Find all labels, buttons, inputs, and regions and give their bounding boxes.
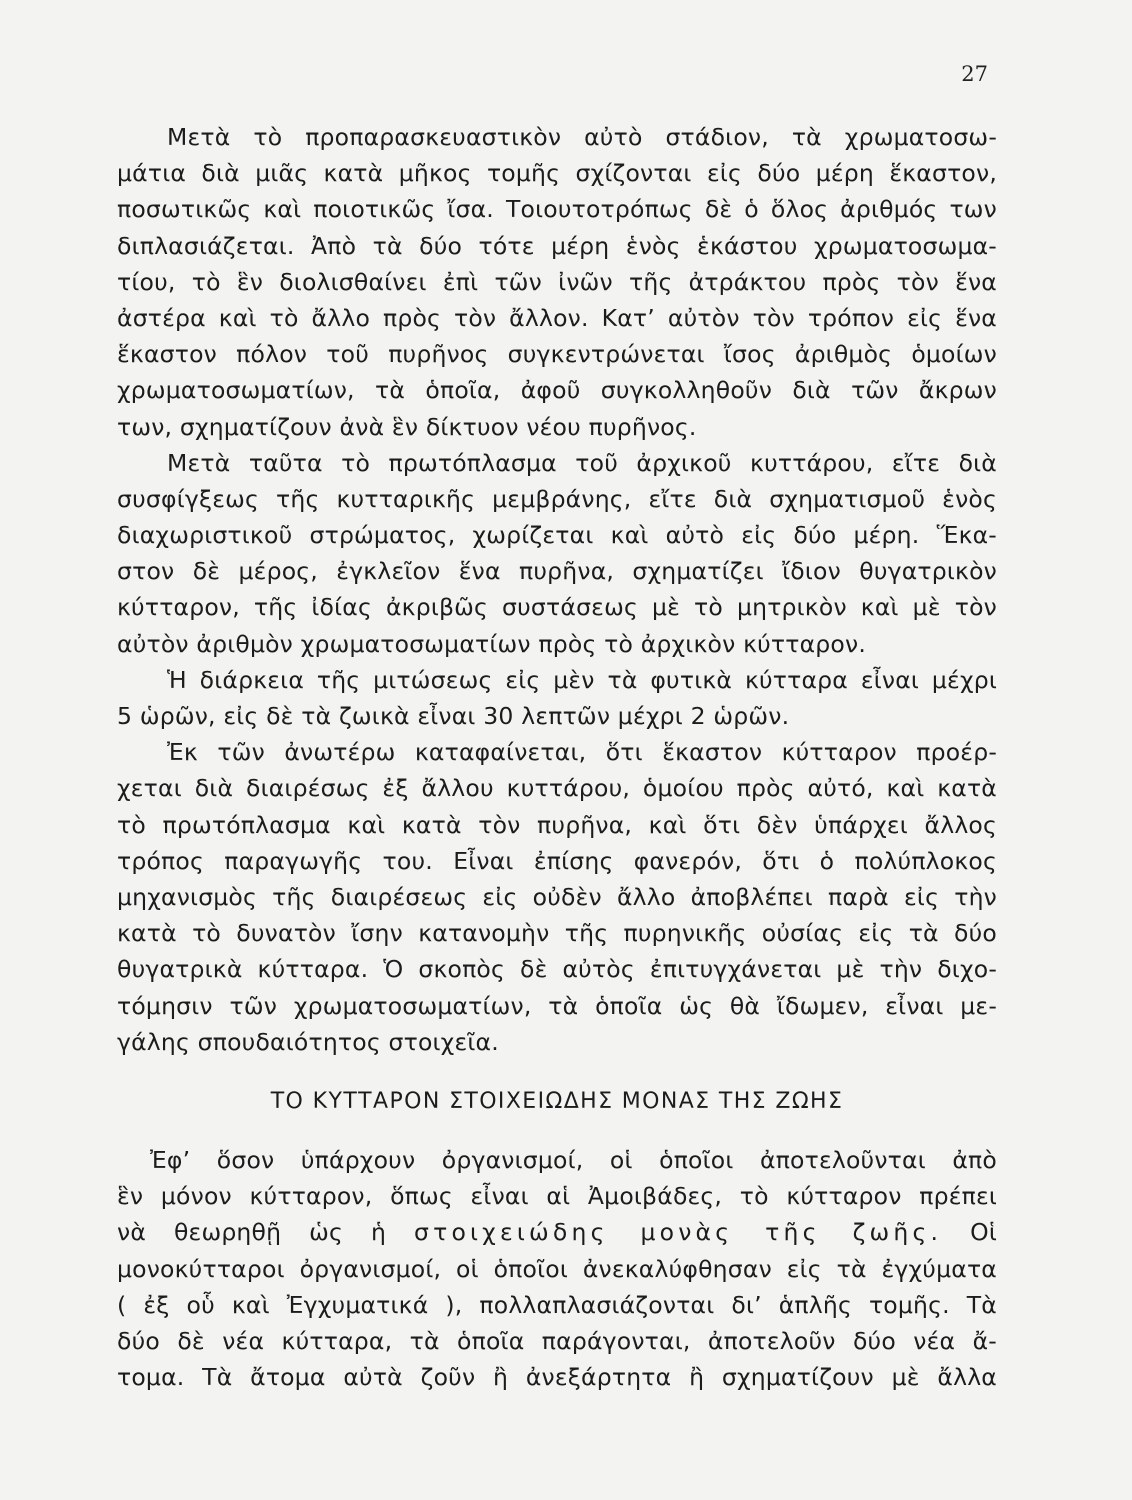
text-span: Οἱ bbox=[970, 1218, 997, 1247]
paragraph-1 bbox=[117, 119, 997, 445]
text-line: ἀστέρα καὶ τὸ ἄλλο πρὸς τὸν ἄλλον. Κατ’ αὐτὸν τὸν τρόπον εἰς ἕνα bbox=[117, 303, 997, 332]
text-line: των, σχηματίζουν ἀνὰ ἓν δίκτυον νέου πυρῆνος. bbox=[117, 412, 697, 441]
page-number: 27 bbox=[961, 62, 988, 86]
body-text bbox=[117, 119, 997, 1395]
paragraph-5 bbox=[117, 1142, 997, 1395]
text-line: δύο δὲ νέα κύτταρα, τὰ ὁποῖα παράγονται, ἀποτελοῦν δύο νέα ἄ- bbox=[117, 1327, 997, 1355]
text-line: Μετὰ τὸ προπαρασκευαστικὸν αὐτὸ στάδιον, τὰ χρωματοσω- bbox=[167, 123, 997, 151]
text-line: διαχωριστικοῦ στρώματος, χωρίζεται καὶ αὐτὸ εἰς δύο μέρη. Ἕκα- bbox=[117, 521, 997, 550]
text-line: τίου, τὸ ἓν διολισθαίνει ἐπὶ τῶν ἰνῶν τῆς ἀτράκτου πρὸς τὸν ἕνα bbox=[117, 267, 997, 296]
emphasized-definition: στοιχειώδης μονὰς τῆς ζωῆς. bbox=[414, 1218, 943, 1247]
text-line: μονοκύτταροι ὀργανισμοί, οἱ ὁποῖοι ἀνεκαλύφθησαν εἰς τὰ ἐγχύματα bbox=[117, 1254, 997, 1283]
text-line: 5 ὡρῶν, εἰς δὲ τὰ ζωικὰ εἶναι 30 λεπτῶν μέχρι 2 ὡρῶν. bbox=[117, 702, 790, 730]
text-line: Μετὰ ταῦτα τὸ πρωτόπλασμα τοῦ ἀρχικοῦ κυττάρου, εἴτε διὰ bbox=[167, 448, 997, 477]
text-line: μάτια διὰ μιᾶς κατὰ μῆκος τομῆς σχίζονται εἰς δύο μέρη ἕκαστον, bbox=[117, 159, 997, 188]
paragraph-2 bbox=[117, 445, 997, 662]
text-line: αὐτὸν ἀριθμὸν χρωματοσωματίων πρὸς τὸ ἀρχικὸν κύτταρον. bbox=[117, 629, 866, 658]
text-line: ἓν μόνον κύτταρον, ὅπως εἶναι αἱ Ἀμοιβάδες, τὸ κύτταρον πρέπει bbox=[117, 1182, 997, 1211]
text-span: νὰ θεωρηθῇ ὡς ἡ bbox=[117, 1218, 387, 1247]
text-line: γάλης σπουδαιότητος στοιχεῖα. bbox=[117, 1027, 499, 1056]
text-line: στον δὲ μέρος, ἐγκλεῖον ἕνα πυρῆνα, σχηματίζει ἴδιον θυγατρικὸν bbox=[117, 557, 997, 586]
text-line: ποσωτικῶς καὶ ποιοτικῶς ἴσα. Τοιουτοτρόπως δὲ ὁ ὅλος ἀριθμός των bbox=[117, 195, 997, 224]
text-line: χρωματοσωματίων, τὰ ὁποῖα, ἀφοῦ συγκολληθοῦν διὰ τῶν ἄκρων bbox=[117, 376, 997, 405]
paragraph-3 bbox=[117, 662, 997, 734]
text-line: κατὰ τὸ δυνατὸν ἴσην κατανομὴν τῆς πυρηνικῆς οὐσίας εἰς τὰ δύο bbox=[117, 919, 997, 948]
text-line: Ἡ διάρκεια τῆς μιτώσεως εἰς μὲν τὰ φυτικὰ κύτταρα εἶναι μέχρι bbox=[167, 665, 997, 694]
text-line: συσφίγξεως τῆς κυτταρικῆς μεμβράνης, εἴτε διὰ σχηματισμοῦ ἑνὸς bbox=[117, 484, 997, 513]
text-line: τομα. Τὰ ἄτομα αὐτὰ ζοῦν ἢ ἀνεξάρτητα ἢ σχηματίζουν μὲ ἄλλα bbox=[117, 1363, 997, 1392]
text-line: τόμησιν τῶν χρωματοσωματίων, τὰ ὁποῖα ὡς θὰ ἴδωμεν, εἶναι με- bbox=[117, 991, 997, 1020]
text-line: τρόπος παραγωγῆς του. Εἶναι ἐπίσης φανερόν, ὅτι ὁ πολύπλοκος bbox=[117, 846, 997, 875]
text-line: μηχανισμὸς τῆς διαιρέσεως εἰς οὐδὲν ἄλλο ἀποβλέπει παρὰ εἰς τὴν bbox=[117, 882, 997, 911]
text-line: διπλασιάζεται. Ἀπὸ τὰ δύο τότε μέρη ἑνὸς ἑκάστου χρωματοσωμα- bbox=[117, 231, 997, 260]
text-line: ( ἐξ οὗ καὶ Ἐγχυματικά ), πολλαπλασιάζονται δι’ ἁπλῆς τομῆς. Τὰ bbox=[117, 1290, 997, 1319]
text-line: θυγατρικὰ κύτταρα. Ὁ σκοπὸς δὲ αὐτὸς ἐπιτυγχάνεται μὲ τὴν διχο- bbox=[117, 955, 997, 984]
section-heading: ΤΟ ΚΥΤΤΑΡΟΝ ΣΤΟΙΧΕΙΩΔΗΣ ΜΟΝΑΣ ΤΗΣ ΖΩΗΣ bbox=[270, 1088, 844, 1114]
text-line bbox=[117, 1214, 997, 1250]
text-line: τὸ πρωτόπλασμα καὶ κατὰ τὸν πυρῆνα, καὶ ὅτι δὲν ὑπάρχει ἄλλος bbox=[117, 810, 997, 839]
text-line: ἕκαστον πόλον τοῦ πυρῆνος συγκεντρώνεται ἴσος ἀριθμὸς ὁμοίων bbox=[117, 340, 997, 369]
text-line: χεται διὰ διαιρέσως ἐξ ἄλλου κυττάρου, ὁμοίου πρὸς αὐτό, καὶ κατὰ bbox=[117, 774, 997, 803]
text-line: Ἐφ’ ὅσον ὑπάρχουν ὀργανισμοί, οἱ ὁποῖοι ἀποτελοῦνται ἀπὸ bbox=[150, 1146, 997, 1175]
paragraph-4 bbox=[117, 734, 997, 1060]
text-line: Ἐκ τῶν ἀνωτέρω καταφαίνεται, ὅτι ἕκαστον κύτταρον προέρ- bbox=[167, 738, 997, 767]
text-line: κύτταρον, τῆς ἰδίας ἀκριβῶς συστάσεως μὲ τὸ μητρικὸν καὶ μὲ τὸν bbox=[117, 593, 997, 622]
